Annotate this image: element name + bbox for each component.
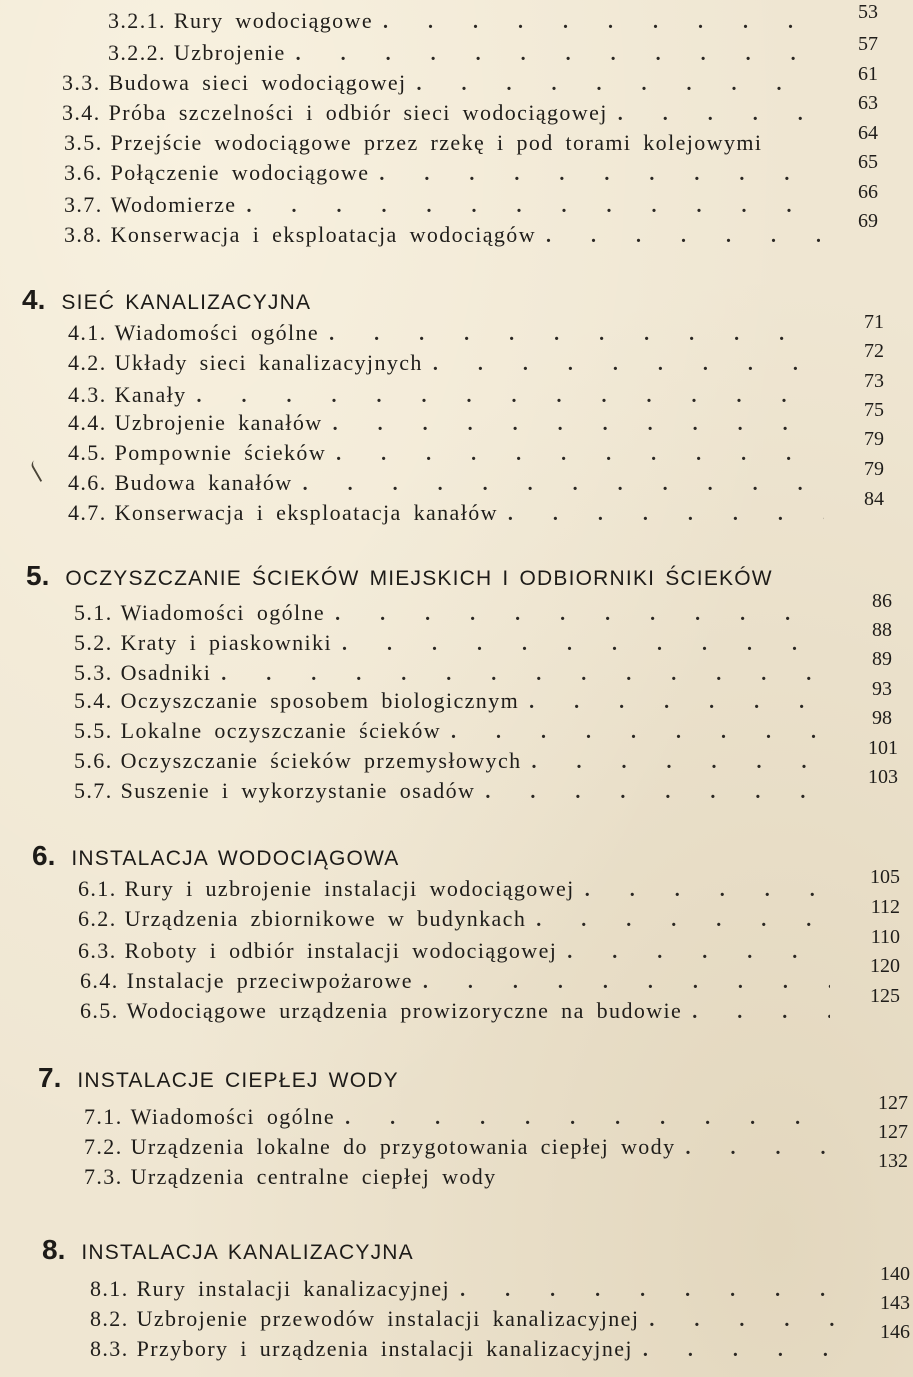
- entry-title: Konserwacja i eksploatacja kanałów: [114, 500, 498, 525]
- page-number: 86: [872, 590, 892, 612]
- entry-title: Przybory i urządzenia instalacji kanalizacyjnej: [136, 1336, 633, 1361]
- leader-dots: [433, 353, 824, 376]
- toc-entry: [108, 40, 820, 66]
- section-title: OCZYSZCZANIE ŚCIEKÓW MIEJSKICH I ODBIORNIKI ŚCIEKÓW: [65, 567, 773, 590]
- leader-dots: [329, 323, 824, 346]
- entry-title: Kanały: [114, 382, 187, 407]
- leader-dots: [643, 1339, 840, 1362]
- entry-number: 5.5.: [74, 718, 113, 743]
- entry-title: Instalacje przeciwpożarowe: [126, 968, 413, 993]
- entry-number: 8.1.: [90, 1276, 129, 1301]
- entry-title: Suszenie i wykorzystanie osadów: [120, 778, 476, 803]
- entry-title: Próba szczelności i odbiór sieci wodociągowej: [108, 100, 608, 125]
- page-number: 143: [880, 1292, 910, 1314]
- toc-entry: [62, 100, 820, 126]
- section-heading: [42, 1234, 414, 1266]
- entry-number: 4.6.: [68, 470, 107, 495]
- entry-number: 6.2.: [78, 906, 117, 931]
- section-number: 5.: [26, 560, 50, 591]
- pencil-mark: [29, 456, 52, 482]
- entry-number: 5.3.: [74, 660, 113, 685]
- page-number: 146: [880, 1321, 910, 1343]
- entry-number: 3.3.: [62, 70, 101, 95]
- entry-title: Oczyszczanie ścieków przemysłowych: [120, 748, 522, 773]
- entry-title: Wiadomości ogólne: [120, 600, 326, 625]
- toc-entry: [68, 382, 824, 408]
- entry-number: 3.5.: [64, 130, 103, 155]
- toc-entry: [64, 222, 820, 248]
- entry-title: Wodociągowe urządzenia prowizoryczne na budowie: [126, 998, 683, 1023]
- leader-dots: [585, 879, 830, 902]
- page-number: 61: [858, 63, 878, 85]
- toc-entry: [74, 660, 826, 686]
- page-number: 79: [864, 458, 884, 480]
- toc-entry: [90, 1306, 840, 1332]
- entry-title: Osadniki: [120, 660, 212, 685]
- toc-entry: [74, 688, 826, 714]
- entry-title: Uzbrojenie: [173, 40, 286, 65]
- leader-dots: [336, 443, 824, 466]
- entry-number: 5.2.: [74, 630, 113, 655]
- entry-title: Konserwacja i eksploatacja wodociągów: [110, 222, 536, 247]
- section-title: INSTALACJE CIEPŁEJ WODY: [77, 1069, 399, 1092]
- entry-number: 3.2.2.: [108, 40, 166, 65]
- entry-number: 6.1.: [78, 876, 117, 901]
- entry-number: 5.6.: [74, 748, 113, 773]
- entry-title: Urządzenia centralne ciepłej wody: [130, 1164, 497, 1189]
- leader-dots: [246, 195, 820, 218]
- entry-title: Urządzenia lokalne do przygotowania ciepłej wody: [130, 1134, 676, 1159]
- section-title: INSTALACJA WODOCIĄGOWA: [71, 847, 400, 870]
- entry-title: Budowa kanałów: [114, 470, 293, 495]
- page-number: 112: [870, 896, 900, 918]
- toc-entry: [84, 1164, 836, 1190]
- entry-number: 4.2.: [68, 350, 107, 375]
- page-number: 71: [864, 311, 884, 333]
- section-title: INSTALACJA KANALIZACYJNA: [81, 1241, 414, 1264]
- entry-number: 5.4.: [74, 688, 113, 713]
- toc-entry: [68, 470, 824, 496]
- toc-entry: [64, 192, 820, 218]
- entry-title: Uzbrojenie kanałów: [114, 410, 323, 435]
- entry-title: Rury instalacji kanalizacyjnej: [136, 1276, 451, 1301]
- section-heading: [22, 284, 311, 316]
- leader-dots: [546, 225, 820, 248]
- entry-number: 7.3.: [84, 1164, 123, 1189]
- leader-dots: [692, 1001, 830, 1024]
- entry-number: 8.2.: [90, 1306, 129, 1331]
- entry-number: 4.4.: [68, 410, 107, 435]
- page-number: 72: [864, 340, 884, 362]
- entry-title: Połączenie wodociągowe: [110, 160, 370, 185]
- page-number: 63: [858, 92, 878, 114]
- page-number: 79: [864, 428, 884, 450]
- page-number: 64: [858, 122, 878, 144]
- toc-entry: [68, 350, 824, 376]
- entry-title: Przejście wodociągowe przez rzekę i pod torami kolejowymi: [110, 130, 763, 155]
- toc-entry: [74, 630, 826, 656]
- toc-entry: [80, 998, 830, 1024]
- page-number: 69: [858, 210, 878, 232]
- entry-number: 3.7.: [64, 192, 103, 217]
- entry-title: Lokalne oczyszczanie ścieków: [120, 718, 442, 743]
- entry-number: 7.1.: [84, 1104, 123, 1129]
- toc-entry: [78, 906, 830, 932]
- entry-number: 3.2.1.: [108, 8, 166, 33]
- entry-title: Rury wodociągowe: [173, 8, 373, 33]
- entry-title: Urządzenia zbiornikowe w budynkach: [124, 906, 527, 931]
- leader-dots: [342, 633, 826, 656]
- entry-number: 7.2.: [84, 1134, 123, 1159]
- leader-dots: [536, 909, 830, 932]
- leader-dots: [197, 385, 824, 408]
- leader-dots: [460, 1279, 840, 1302]
- entry-number: 5.1.: [74, 600, 113, 625]
- toc-entry: [68, 320, 824, 346]
- leader-dots: [383, 11, 820, 34]
- section-heading: [26, 560, 773, 592]
- toc-entry: [68, 410, 824, 436]
- page-number: 125: [870, 985, 900, 1007]
- leader-dots: [303, 473, 824, 496]
- toc-entry: [84, 1104, 836, 1130]
- toc-entry: [64, 160, 820, 186]
- entry-number: 6.3.: [78, 938, 117, 963]
- entry-title: Wiadomości ogólne: [114, 320, 320, 345]
- leader-dots: [296, 43, 820, 66]
- page-number: 75: [864, 399, 884, 421]
- entry-number: 4.7.: [68, 500, 107, 525]
- section-number: 4.: [22, 284, 46, 315]
- toc-entry: [62, 70, 820, 96]
- entry-number: 4.1.: [68, 320, 107, 345]
- entry-title: Uzbrojenie przewodów instalacji kanalizacyjnej: [136, 1306, 640, 1331]
- toc-entry: [84, 1134, 836, 1160]
- page-number: 120: [870, 955, 900, 977]
- entry-number: 8.3.: [90, 1336, 129, 1361]
- leader-dots: [508, 503, 824, 526]
- page-number: 66: [858, 181, 878, 203]
- page-number: 127: [878, 1121, 908, 1143]
- leader-dots: [221, 663, 826, 686]
- page-number: 73: [864, 370, 884, 392]
- entry-number: 6.4.: [80, 968, 119, 993]
- toc-entry: [68, 440, 824, 466]
- leader-dots: [423, 971, 830, 994]
- entry-number: 3.6.: [64, 160, 103, 185]
- toc-entry: [74, 600, 826, 626]
- entry-number: 6.5.: [80, 998, 119, 1023]
- page-number: 127: [878, 1092, 908, 1114]
- section-number: 7.: [38, 1062, 62, 1093]
- page-number: 103: [868, 766, 898, 788]
- section-title: SIEĆ KANALIZACYJNA: [61, 291, 312, 314]
- page-number: 110: [870, 926, 900, 948]
- entry-title: Budowa sieci wodociągowej: [108, 70, 407, 95]
- leader-dots: [451, 721, 826, 744]
- leader-dots: [485, 781, 826, 804]
- leader-dots: [529, 691, 826, 714]
- toc-entry: [68, 500, 824, 526]
- toc-entry: [64, 130, 824, 156]
- entry-title: Pompownie ścieków: [114, 440, 327, 465]
- leader-dots: [649, 1309, 840, 1332]
- entry-number: 4.3.: [68, 382, 107, 407]
- section-number: 8.: [42, 1234, 66, 1265]
- leader-dots: [532, 751, 826, 774]
- page-number: 101: [868, 737, 898, 759]
- entry-title: Układy sieci kanalizacyjnych: [114, 350, 423, 375]
- page-number: 132: [878, 1150, 908, 1172]
- leader-dots: [345, 1107, 836, 1130]
- entry-title: Roboty i odbiór instalacji wodociągowej: [124, 938, 558, 963]
- page-number: 65: [858, 151, 878, 173]
- leader-dots: [567, 941, 830, 964]
- page-number: 89: [872, 648, 892, 670]
- entry-title: Kraty i piaskowniki: [120, 630, 332, 655]
- entry-title: Oczyszczanie sposobem biologicznym: [120, 688, 520, 713]
- leader-dots: [335, 603, 826, 626]
- entry-number: 3.8.: [64, 222, 103, 247]
- entry-number: 5.7.: [74, 778, 113, 803]
- toc-entry: [80, 968, 830, 994]
- toc-entry: [74, 778, 826, 804]
- entry-title: Wiadomości ogólne: [130, 1104, 336, 1129]
- leader-dots: [379, 163, 820, 186]
- leader-dots: [685, 1137, 836, 1160]
- section-number: 6.: [32, 840, 56, 871]
- section-heading: [32, 840, 399, 872]
- toc-entry: [90, 1276, 840, 1302]
- toc-entry: [78, 938, 830, 964]
- page-number: 57: [858, 33, 878, 55]
- entry-number: 3.4.: [62, 100, 101, 125]
- toc-entry: [74, 718, 826, 744]
- page-number: 140: [880, 1263, 910, 1285]
- toc-entry: [108, 8, 820, 34]
- leader-dots: [417, 73, 820, 96]
- toc-entry: [90, 1336, 840, 1362]
- page-number: 105: [870, 866, 900, 888]
- page-number: 93: [872, 678, 892, 700]
- entry-title: Rury i uzbrojenie instalacji wodociągowej: [124, 876, 575, 901]
- page-number: 98: [872, 707, 892, 729]
- entry-title: Wodomierze: [110, 192, 237, 217]
- leader-dots: [618, 103, 820, 126]
- toc-entry: [74, 748, 826, 774]
- entry-number: 4.5.: [68, 440, 107, 465]
- page-number: 88: [872, 619, 892, 641]
- leader-dots: [333, 413, 824, 436]
- page-number: 53: [858, 1, 878, 23]
- toc-entry: [78, 876, 830, 902]
- section-heading: [38, 1062, 399, 1094]
- page-number: 84: [864, 488, 884, 510]
